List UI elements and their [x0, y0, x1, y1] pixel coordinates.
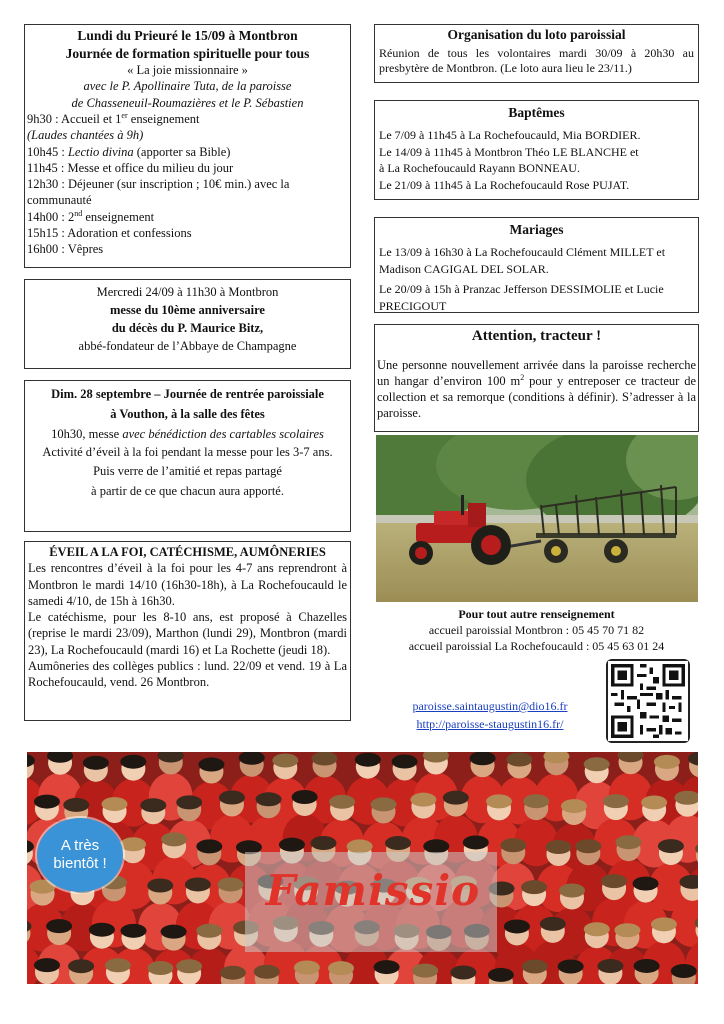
contact-block [374, 606, 699, 655]
tractor-illustration [376, 435, 698, 602]
rentree-title2: à Vouthon, à la salle des fêtes [110, 407, 265, 421]
tracteur-title: Attention, tracteur ! [471, 328, 602, 344]
prieure-subtitle: Journée de formation spirituelle pour tous [65, 45, 310, 61]
loto-box [374, 24, 699, 83]
links-block [374, 697, 606, 733]
mariages-box [374, 217, 699, 313]
loto-text: Réunion de tous les volontaires mardi 30/09 à 20h30 au presbytère de Montbron. (Le loto aura lieu le 23/11.) [379, 45, 694, 76]
famissio-banner [27, 752, 698, 984]
schedule-item: 16h00 : Vêpres [27, 242, 104, 257]
prieure-title: Lundi du Prieuré le 15/09 à Montbron [77, 28, 298, 43]
prieure-box [24, 24, 351, 268]
catechisme-p2: Le catéchisme, pour les 8-10 ans, est proposé à Chazelles (reprise le mardi 23/09), Marthon (lundi 29), Montbron (mardi 23), La Rochefoucauld (mardi 16) et La Rochette (jeudi 18). [28, 610, 347, 657]
schedule-item: 10h45 : Lectio divina (apporter sa Bible) [27, 144, 231, 159]
anniversary-box [24, 279, 351, 369]
catechisme-p3: Aumôneries des collèges publics : lund. 22/09 et vend. 19 à La Rochefoucauld, vend. 26 Montbron. [28, 658, 347, 689]
schedule-item: 11h45 : Messe et office du milieu du jour [27, 160, 234, 175]
schedule-item: 14h00 : 2nd enseignement [27, 208, 155, 224]
rentree-line3: Puis verre de l’amitié et repas partagé [93, 463, 282, 478]
schedule-item: 12h30 : Déjeuner (sur inscription ; 10€ min.) avec la communauté [27, 177, 290, 208]
rentree-line1: 10h30, messe avec bénédiction des cartables scolaires [51, 427, 324, 441]
qr-code[interactable] [608, 661, 688, 741]
prieure-with-line1: avec le P. Apollinaire Tuta, de la paroisse [83, 79, 292, 94]
schedule-item: 9h30 : Accueil et 1er enseignement [27, 110, 200, 126]
contact-montbron: accueil paroissial Montbron : 05 45 70 71 82 [428, 623, 645, 638]
prieure-with-line2: de Chasseneuil-Roumazières et le P. Sébastien [71, 95, 304, 110]
schedule-item: 15h15 : Adoration et confessions [27, 225, 192, 240]
anniversary-line2: messe du 10ème anniversaire [110, 303, 265, 318]
rentree-line4: à partir de ce que chacun aura apporté. [91, 483, 284, 498]
email-link[interactable]: paroisse.saintaugustin@dio16.fr [412, 699, 568, 713]
mariages-title: Mariages [509, 222, 564, 237]
bapteme-item: Le 21/09 à 11h45 à La Rochefoucauld Rose PUJAT. [379, 178, 630, 193]
qr-code-icon [608, 661, 688, 741]
bubble-text: A très bientôt ! [53, 837, 107, 872]
baptemes-box [374, 100, 699, 200]
bapteme-item: Le 7/09 à 11h45 à La Rochefoucauld, Mia BORDIER. [379, 127, 641, 142]
bapteme-item: à La Rochefoucauld Rayann BONNEAU. [379, 161, 580, 176]
website-link[interactable]: http://paroisse-staugustin16.fr/ [416, 717, 564, 731]
loto-title: Organisation du loto paroissial [447, 27, 626, 42]
tracteur-box [374, 324, 699, 432]
mariage-item: Le 20/09 à 15h à Pranzac Jefferson DESSIMOLIE et Lucie PRECIGOUT [379, 282, 664, 314]
anniversary-line1: Mercredi 24/09 à 11h30 à Montbron [96, 285, 279, 299]
rentree-box [24, 380, 351, 532]
baptemes-title: Baptêmes [508, 105, 565, 120]
tracteur-text: Une personne nouvellement arrivée dans la paroisse recherche un hangar d’environ 100 $m^2$ pour y entreposer ce tracteur de collection et sa remorque (conditions à définir). S’adresser à la paroisse. [377, 357, 696, 421]
schedule-note: (Laudes chantées à 9h) [27, 128, 144, 143]
speech-bubble [37, 818, 123, 892]
bapteme-item: Le 14/09 à 11h45 à Montbron Théo LE BLANCHE et [379, 144, 639, 159]
brand-logo: Famissio [265, 866, 481, 915]
catechisme-box [24, 541, 351, 721]
contact-title: Pour tout autre renseignement [458, 607, 615, 621]
contact-rochefoucauld: accueil paroissial La Rochefoucauld : 05 45 63 01 24 [408, 639, 665, 654]
prieure-quote: « La joie missionnaire » [127, 63, 248, 78]
mariage-item: Le 13/09 à 16h30 à La Rochefoucauld Clément MILLET et Madison CAGIGAL DEL SOLAR. [379, 244, 666, 276]
tractor-photo [376, 435, 698, 602]
anniversary-line4: abbé-fondateur de l’Abbaye de Champagne [78, 339, 297, 354]
rentree-title1: Dim. 28 septembre – Journée de rentrée paroissiale [51, 387, 324, 401]
anniversary-line3: du décès du P. Maurice Bitz, [111, 321, 264, 336]
catechisme-title: ÉVEIL A LA FOI, CATÉCHISME, AUMÔNERIES [49, 545, 326, 559]
rentree-line2: Activité d’éveil à la foi pendant la messe pour les 3-7 ans. [42, 445, 333, 459]
catechisme-p1: Les rencontres d’éveil à la foi pour les 4-7 ans reprendront à Montbron le mardi 14/10 (16h30-18h), à La Rochefoucauld le samedi 4/10, de 15h à 16h30. [28, 561, 347, 608]
